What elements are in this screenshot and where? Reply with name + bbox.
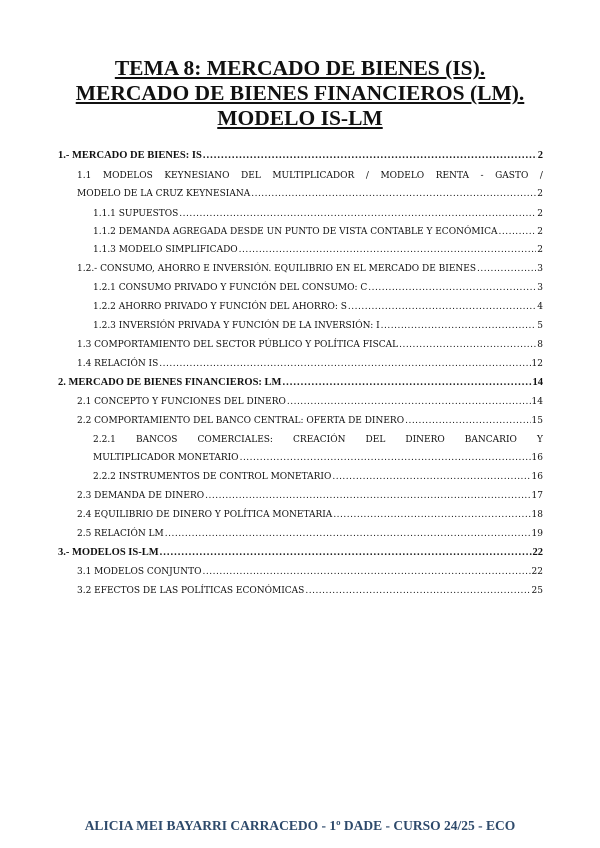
toc-leader-dots xyxy=(251,188,536,200)
toc-entry-label: 2. MERCADO DE BIENES FINANCIEROS: LM xyxy=(58,377,282,388)
toc-entry[interactable] xyxy=(93,208,543,220)
toc-entry-label: 3.- MODELOS IS-LM xyxy=(58,547,159,558)
toc-leader-dots xyxy=(239,244,537,256)
toc-word: CREACIÓN xyxy=(293,435,346,445)
toc-entry-page-number: 3 xyxy=(537,283,543,293)
toc-word: RENTA xyxy=(435,171,469,181)
toc-entry-label: 1.3 COMPORTAMIENTO DEL SECTOR PÚBLICO Y POLÍTICA FISCAL xyxy=(77,340,399,350)
toc-entry-page-number: 3 xyxy=(537,264,543,274)
toc-entry[interactable] xyxy=(58,377,543,389)
toc-entry[interactable] xyxy=(77,396,543,408)
toc-entry-label: MODELO DE LA CRUZ KEYNESIANA xyxy=(77,189,251,199)
toc-entry-page-number: 2 xyxy=(537,245,543,255)
toc-leader-dots xyxy=(282,377,531,389)
toc-entry-label: MULTIPLICADOR MONETARIO xyxy=(93,453,239,463)
toc-entry-page-number: 16 xyxy=(531,453,543,463)
toc-leader-dots xyxy=(203,150,537,162)
toc-entry[interactable] xyxy=(77,509,543,521)
toc-entry-page-number: 22 xyxy=(532,547,543,558)
toc-leader-dots xyxy=(499,226,537,238)
toc-entry-label: 1.1.1 SUPUESTOS xyxy=(93,209,179,219)
toc-leader-dots xyxy=(477,263,536,275)
toc-leader-dots xyxy=(305,585,530,597)
toc-entry-page-number: 14 xyxy=(532,377,543,388)
toc-entry[interactable] xyxy=(93,471,543,483)
toc-leader-dots xyxy=(179,208,536,220)
toc-word: MODELOS xyxy=(102,171,153,181)
title-line-3: MODELO IS-LM xyxy=(217,106,383,130)
toc-word: MODELO xyxy=(380,171,425,181)
toc-entry[interactable] xyxy=(58,547,543,559)
toc-entry[interactable] xyxy=(93,301,543,313)
toc-entry-label: 2.5 RELACIÓN LM xyxy=(77,529,164,539)
toc-leader-dots xyxy=(240,452,531,464)
toc-word: BANCOS xyxy=(135,435,178,445)
toc-entry-page-number: 15 xyxy=(531,416,543,426)
toc-leader-dots xyxy=(205,490,530,502)
toc-entry[interactable] xyxy=(77,339,543,351)
toc-leader-dots xyxy=(368,282,536,294)
toc-leader-dots xyxy=(165,528,531,540)
toc-entry-label: 2.2.2 INSTRUMENTOS DE CONTROL MONETARIO xyxy=(93,472,332,482)
title-line-2: MERCADO DE BIENES FINANCIEROS (LM). xyxy=(75,81,525,105)
toc-leader-dots xyxy=(203,566,531,578)
toc-entry[interactable] xyxy=(77,188,543,200)
toc-entry-label: 2.2 COMPORTAMIENTO DEL BANCO CENTRAL: OFERTA DE DINERO xyxy=(77,416,405,426)
toc-entry-page-number: 18 xyxy=(531,510,543,520)
toc-entry[interactable] xyxy=(77,263,543,275)
document-title xyxy=(0,56,600,131)
toc-entry-label: 2.1 CONCEPTO Y FUNCIONES DEL DINERO xyxy=(77,397,286,407)
toc-leader-dots xyxy=(399,339,536,351)
toc-entry-label: 2.4 EQUILIBRIO DE DINERO Y POLÍTICA MONETARIA xyxy=(77,510,333,520)
toc-leader-dots xyxy=(381,320,537,332)
toc-entry-label: 1.2.- CONSUMO, AHORRO E INVERSIÓN. EQUILIBRIO EN EL MERCADO DE BIENES xyxy=(77,264,477,274)
toc-entry-label: 1.2.1 CONSUMO PRIVADO Y FUNCIÓN DEL CONSUMO: C xyxy=(93,283,368,293)
toc-entry-label: 2.3 DEMANDA DE DINERO xyxy=(77,491,205,501)
toc-entry-label: 3.1 MODELOS CONJUNTO xyxy=(77,567,202,577)
toc-entry-page-number: 14 xyxy=(531,397,543,407)
toc-entry-page-number: 2 xyxy=(537,209,543,219)
toc-entry[interactable] xyxy=(77,490,543,502)
toc-entry[interactable] xyxy=(77,585,543,597)
toc-entry-page-number: 5 xyxy=(537,321,543,331)
toc-entry-page-number: 19 xyxy=(531,529,543,539)
toc-word: COMERCIALES: xyxy=(197,435,273,445)
toc-word: Y xyxy=(536,435,543,445)
toc-entry-page-number: 8 xyxy=(537,340,543,350)
toc-entry-label: 1.1.2 DEMANDA AGREGADA DESDE UN PUNTO DE VISTA CONTABLE Y ECONÓMICA xyxy=(93,227,498,237)
toc-word: DEL xyxy=(241,171,261,181)
toc-leader-dots xyxy=(405,415,530,427)
toc-entry[interactable] xyxy=(77,358,543,370)
toc-leader-dots xyxy=(348,301,536,313)
toc-entry-label: 1.2.3 INVERSIÓN PRIVADA Y FUNCIÓN DE LA INVERSIÓN: I xyxy=(93,321,380,331)
title-line-1: TEMA 8: MERCADO DE BIENES (IS). xyxy=(114,56,486,80)
toc-entry[interactable] xyxy=(93,452,543,464)
toc-word: GASTO xyxy=(495,171,529,181)
toc-word: - xyxy=(480,171,484,181)
toc-word: / xyxy=(365,171,369,181)
toc-word: DINERO xyxy=(405,435,445,445)
toc-entry-page-number: 2 xyxy=(537,227,543,237)
toc-entry-page-number: 4 xyxy=(537,302,543,312)
toc-word: 2.2.1 xyxy=(93,435,116,445)
toc-entry[interactable] xyxy=(93,226,543,238)
toc-word: / xyxy=(539,171,543,181)
toc-entry-label: 1.- MERCADO DE BIENES: IS xyxy=(58,150,202,161)
page-footer: ALICIA MEI BAYARRI CARRACEDO - 1º DADE - CURSO 24/25 - ECO xyxy=(84,818,516,833)
toc-entry[interactable] xyxy=(93,244,543,256)
toc-entry[interactable] xyxy=(93,320,543,332)
toc-entry[interactable] xyxy=(93,282,543,294)
toc-entry-page-number: 16 xyxy=(531,472,543,482)
toc-entry-label: 1.4 RELACIÓN IS xyxy=(77,359,159,369)
toc-entry[interactable] xyxy=(58,150,543,162)
toc-entry-page-number: 25 xyxy=(531,586,543,596)
toc-leader-dots xyxy=(160,547,532,559)
toc-entry-page-number: 22 xyxy=(531,567,543,577)
toc-word: KEYNESIANO xyxy=(164,171,230,181)
toc-entry-first-line xyxy=(93,434,543,446)
toc-entry-page-number: 17 xyxy=(531,491,543,501)
toc-entry-page-number: 2 xyxy=(537,189,543,199)
toc-entry-page-number: 12 xyxy=(531,359,543,369)
toc-entry-page-number: 2 xyxy=(537,150,543,161)
toc-entry[interactable] xyxy=(77,566,543,578)
toc-leader-dots xyxy=(287,396,531,408)
toc-entry-label: 3.2 EFECTOS DE LAS POLÍTICAS ECONÓMICAS xyxy=(77,586,305,596)
toc-word: DEL xyxy=(365,435,386,445)
toc-entry-label: 1.1.3 MODELO SIMPLIFICADO xyxy=(93,245,238,255)
toc-entry[interactable] xyxy=(77,528,543,540)
toc-leader-dots xyxy=(333,509,530,521)
toc-leader-dots xyxy=(159,358,530,370)
toc-leader-dots xyxy=(332,471,530,483)
toc-word: BANCARIO xyxy=(464,435,517,445)
toc-entry-label: 1.2.2 AHORRO PRIVADO Y FUNCIÓN DEL AHORRO: S xyxy=(93,302,347,312)
toc-entry[interactable] xyxy=(77,415,543,427)
toc-word: MULTIPLICADOR xyxy=(272,171,355,181)
toc-entry-first-line xyxy=(77,170,543,182)
toc-word: 1.1 xyxy=(77,171,92,181)
